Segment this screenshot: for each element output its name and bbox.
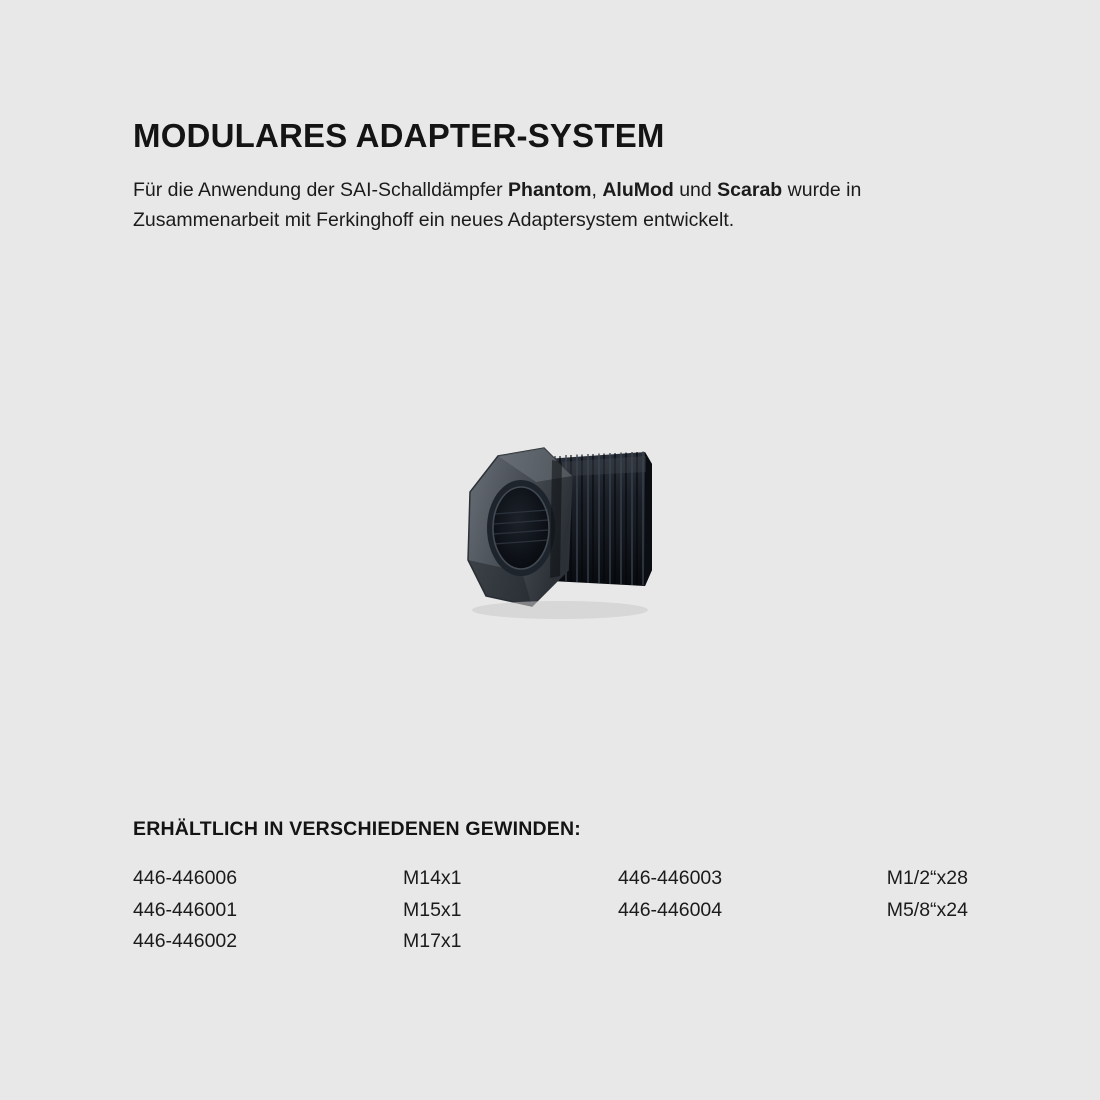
thread-size: M15x1: [403, 898, 462, 921]
threads-table: [133, 863, 968, 958]
table-row: [133, 926, 968, 958]
center-bore: [487, 480, 555, 576]
intro-separator-1: ,: [591, 179, 603, 202]
intro-paragraph: [133, 176, 963, 235]
drop-shadow: [472, 601, 648, 619]
article-code: 446-446001: [133, 898, 238, 921]
intro-text-part1: Für die Anwendung der SAI-Schalldämpfer: [133, 179, 509, 202]
table-row: [133, 895, 968, 927]
thread-size: M14x1: [403, 867, 462, 889]
adapter-bushing-illustration: [440, 420, 700, 650]
article-code: 446-446004: [618, 898, 723, 921]
table-row: [133, 863, 968, 895]
thread-size: M1/2“x28: [886, 867, 968, 889]
intro-separator-2: und: [673, 179, 718, 202]
article-code: [618, 926, 883, 958]
intro-text-part2: wurde in Zusammenarbeit mit Ferkinghoff ein neues Adaptersystem entwickelt.: [133, 179, 862, 231]
thread-size: M5/8“x24: [886, 898, 968, 921]
thread-size: [883, 926, 968, 958]
threads-section: [133, 818, 993, 958]
article-code: 446-446003: [618, 867, 723, 889]
product-image: [440, 420, 700, 650]
thread-size: M17x1: [403, 930, 462, 953]
article-code: 446-446002: [133, 930, 238, 953]
article-code: 446-446006: [133, 867, 238, 889]
product-name-phantom: Phantom: [508, 179, 592, 202]
product-name-alumod: AluMod: [602, 179, 674, 202]
page-title: MODULARES ADAPTER-SYSTEM: [133, 117, 665, 154]
header-section: [133, 118, 993, 236]
product-name-scarab: Scarab: [717, 179, 783, 202]
threads-title: ERHÄLTLICH IN VERSCHIEDENEN GEWINDEN:: [133, 818, 581, 840]
shoulder-shadow: [550, 460, 562, 578]
